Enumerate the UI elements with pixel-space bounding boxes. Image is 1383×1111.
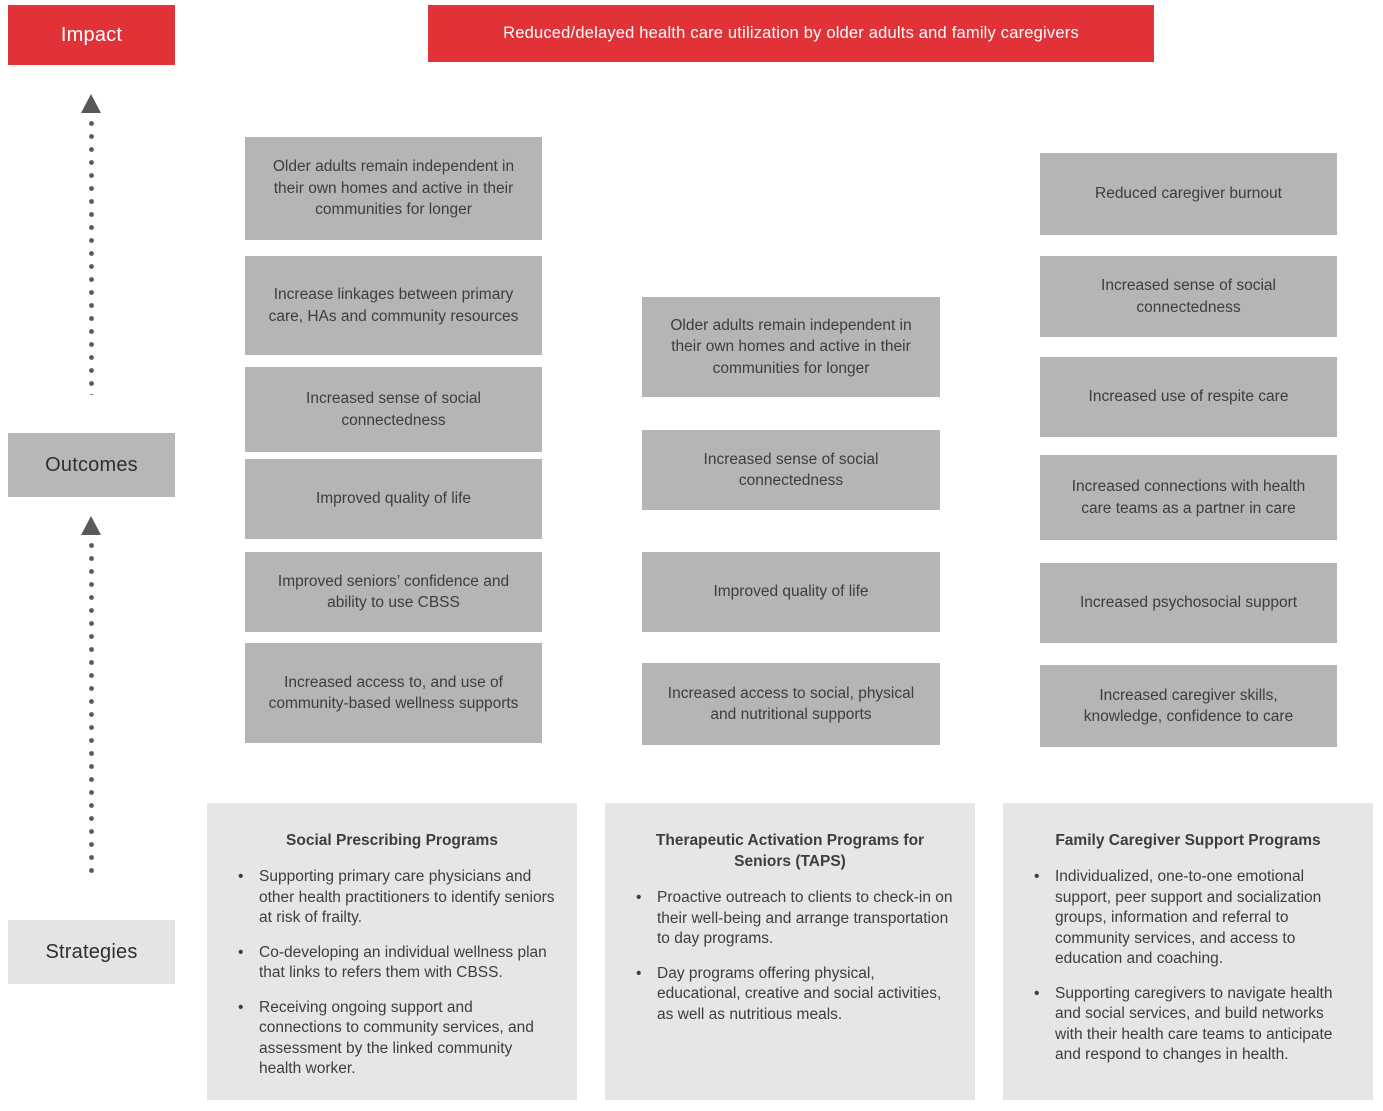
outcome-box: Increased sense of social connectedness (1040, 256, 1337, 337)
dotted-line (88, 539, 95, 881)
impact-label: Impact (60, 23, 123, 46)
strategy-bullet-list (221, 867, 563, 1080)
outcome-box: Increase linkages between primary care, HAs and community resources (245, 256, 542, 355)
impact-banner (428, 5, 1154, 62)
outcomes-label-box (8, 433, 175, 497)
impact-banner-text: Reduced/delayed health care utilization by older adults and family caregivers (503, 24, 1079, 42)
strategy-bullet-list (1017, 867, 1359, 1066)
strategy-bullet: • Co-developing an individual wellness plan that links to refers them with CBSS. (221, 943, 563, 984)
outcome-box: Increased access to, and use of community-based wellness supports (245, 643, 542, 743)
arrow-strategies-to-outcomes (80, 516, 102, 881)
outcome-box: Increased connections with health care teams as a partner in care (1040, 455, 1337, 540)
outcome-box: Improved seniors’ confidence and ability to use CBSS (245, 552, 542, 632)
outcome-box: Improved quality of life (245, 459, 542, 539)
arrow-up-icon (81, 94, 101, 113)
outcome-box: Increased caregiver skills, knowledge, confidence to care (1040, 665, 1337, 747)
strategy-panel-family-caregiver (1003, 803, 1373, 1100)
outcome-box: Increased use of respite care (1040, 357, 1337, 437)
outcome-box: Increased psychosocial support (1040, 563, 1337, 643)
strategy-panel-taps (605, 803, 975, 1100)
outcome-box: Improved quality of life (642, 552, 940, 632)
strategies-label-box (8, 920, 175, 984)
strategy-bullet: • Supporting primary care physicians and other health practitioners to identify seniors at risk of frailty. (221, 867, 563, 929)
strategy-panel-title: Therapeutic Activation Programs for Seniors (TAPS) (655, 832, 925, 870)
outcome-box: Increased access to social, physical and nutritional supports (642, 663, 940, 745)
outcome-box: Increased sense of social connectedness (245, 367, 542, 452)
outcome-box: Reduced caregiver burnout (1040, 153, 1337, 235)
strategy-bullet: • Proactive outreach to clients to check-in on their well-being and arrange transportation to day programs. (619, 888, 961, 950)
outcome-box: Older adults remain independent in their own homes and active in their communities for longer (642, 297, 940, 397)
strategy-bullet: • Day programs offering physical, educational, creative and social activities, as well as nutritious meals. (619, 964, 961, 1026)
strategies-label: Strategies (45, 940, 138, 963)
strategy-bullet: • Receiving ongoing support and connections to community services, and assessment by the linked community health worker. (221, 998, 563, 1080)
strategy-bullet-list (619, 888, 961, 1025)
arrow-up-icon (81, 516, 101, 535)
impact-label-box (8, 5, 175, 65)
dotted-line (88, 117, 95, 395)
strategy-panel-title: Social Prescribing Programs (286, 832, 498, 849)
arrow-outcomes-to-impact (80, 94, 102, 395)
strategy-panel-social-prescribing (207, 803, 577, 1100)
outcomes-label: Outcomes (45, 453, 138, 476)
strategy-bullet: • Supporting caregivers to navigate health and social services, and build networks with their health care teams to anticipate and respond to changes in health. (1017, 984, 1359, 1066)
strategy-panel-title: Family Caregiver Support Programs (1055, 832, 1321, 849)
outcome-box: Increased sense of social connectedness (642, 430, 940, 510)
outcome-box: Older adults remain independent in their own homes and active in their communities for longer (245, 137, 542, 240)
strategy-bullet: • Individualized, one-to-one emotional support, peer support and socialization groups, information and referral to community services, and access to education and coaching. (1017, 867, 1359, 970)
